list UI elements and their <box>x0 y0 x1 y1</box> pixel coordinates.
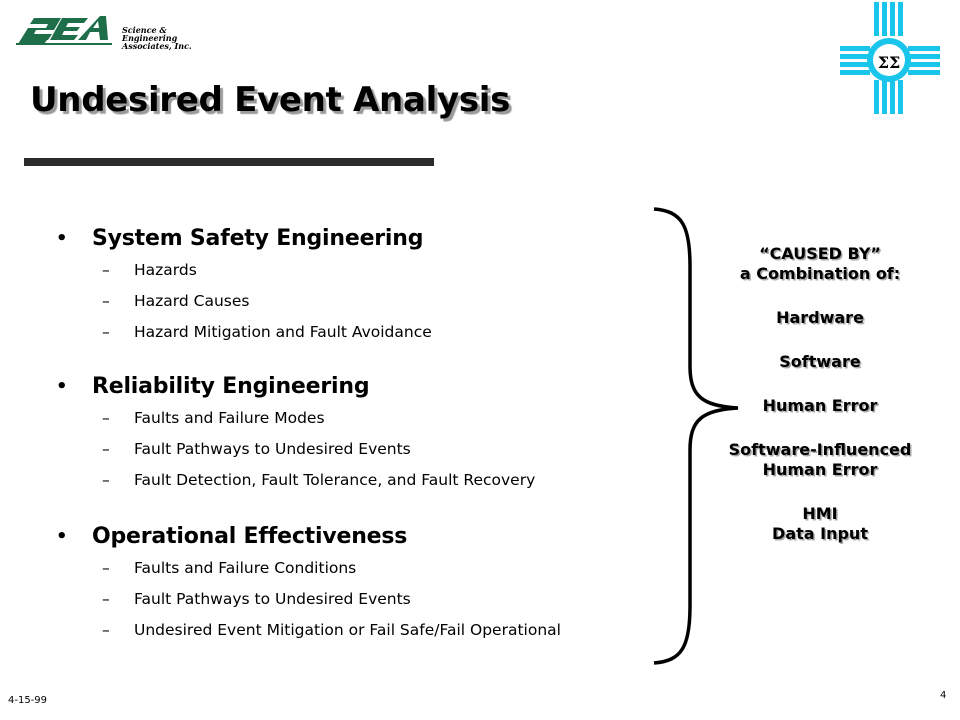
list-item <box>56 286 432 317</box>
company-logo <box>14 10 192 51</box>
dash-icon: – <box>102 409 110 427</box>
title-underline <box>24 158 434 166</box>
causes-heading-1: “CAUSED BY” <box>759 244 881 263</box>
list-item-text: Hazard Mitigation and Fault Avoidance <box>134 323 432 341</box>
section-heading-text: System Safety Engineering <box>92 226 424 251</box>
logo-line-1: Science & <box>122 25 167 35</box>
page-title: Undesired Event Analysis <box>30 80 511 120</box>
sigma-glyph: ΣΣ <box>877 53 901 72</box>
logo-line-2: Engineering <box>122 33 178 43</box>
dash-icon: – <box>102 590 110 608</box>
dash-icon: – <box>102 261 110 279</box>
cause-sw-influenced-2: Human Error <box>762 460 878 479</box>
dash-icon: – <box>102 559 110 577</box>
sea-logo-mark <box>14 10 118 50</box>
list-item <box>56 317 432 348</box>
list-item <box>56 465 535 496</box>
list-item-text: Undesired Event Mitigation or Fail Safe/Fail Operational <box>134 621 561 639</box>
list-item <box>56 553 561 584</box>
cause-data-input: Data Input <box>772 524 868 543</box>
cause-software: Software <box>779 352 861 371</box>
section-operational <box>56 524 561 646</box>
list-item-text: Hazards <box>134 261 197 279</box>
causes-heading-2: a Combination of: <box>739 264 901 283</box>
cause-hardware: Hardware <box>776 308 864 327</box>
list-item <box>56 255 432 286</box>
bullet-icon: • <box>56 228 68 249</box>
footer-date: 4-15-99 <box>8 695 48 706</box>
bullet-icon: • <box>56 526 68 547</box>
dash-icon: – <box>102 292 110 310</box>
section-heading <box>56 524 561 549</box>
dash-icon: – <box>102 323 110 341</box>
cause-hmi: HMI <box>802 504 838 523</box>
section-heading <box>56 374 535 399</box>
list-item-text: Fault Pathways to Undesired Events <box>134 590 411 608</box>
logo-line-3: Associates, Inc. <box>122 41 192 51</box>
list-item <box>56 434 535 465</box>
list-item-text: Fault Detection, Fault Tolerance, and Fault Recovery <box>134 471 536 489</box>
list-item <box>56 584 561 615</box>
zia-sun-icon <box>838 2 942 114</box>
cause-sw-influenced: Software-Influenced <box>728 440 912 459</box>
page-number: 4 <box>940 690 947 701</box>
logo-text <box>122 26 192 50</box>
dash-icon: – <box>102 621 110 639</box>
list-item <box>56 403 535 434</box>
dash-icon: – <box>102 440 110 458</box>
cause-human-error: Human Error <box>762 396 878 415</box>
section-heading-text: Operational Effectiveness <box>92 524 408 549</box>
dash-icon: – <box>102 471 110 489</box>
list-item-text: Faults and Failure Conditions <box>134 559 357 577</box>
list-item <box>56 615 561 646</box>
list-item-text: Fault Pathways to Undesired Events <box>134 440 411 458</box>
section-heading <box>56 226 432 251</box>
list-item-text: Hazard Causes <box>134 292 250 310</box>
causes-panel <box>700 244 940 544</box>
list-item-text: Faults and Failure Modes <box>134 409 325 427</box>
section-system-safety <box>56 226 432 348</box>
bullet-icon: • <box>56 376 68 397</box>
section-reliability <box>56 374 535 496</box>
section-heading-text: Reliability Engineering <box>92 374 370 399</box>
